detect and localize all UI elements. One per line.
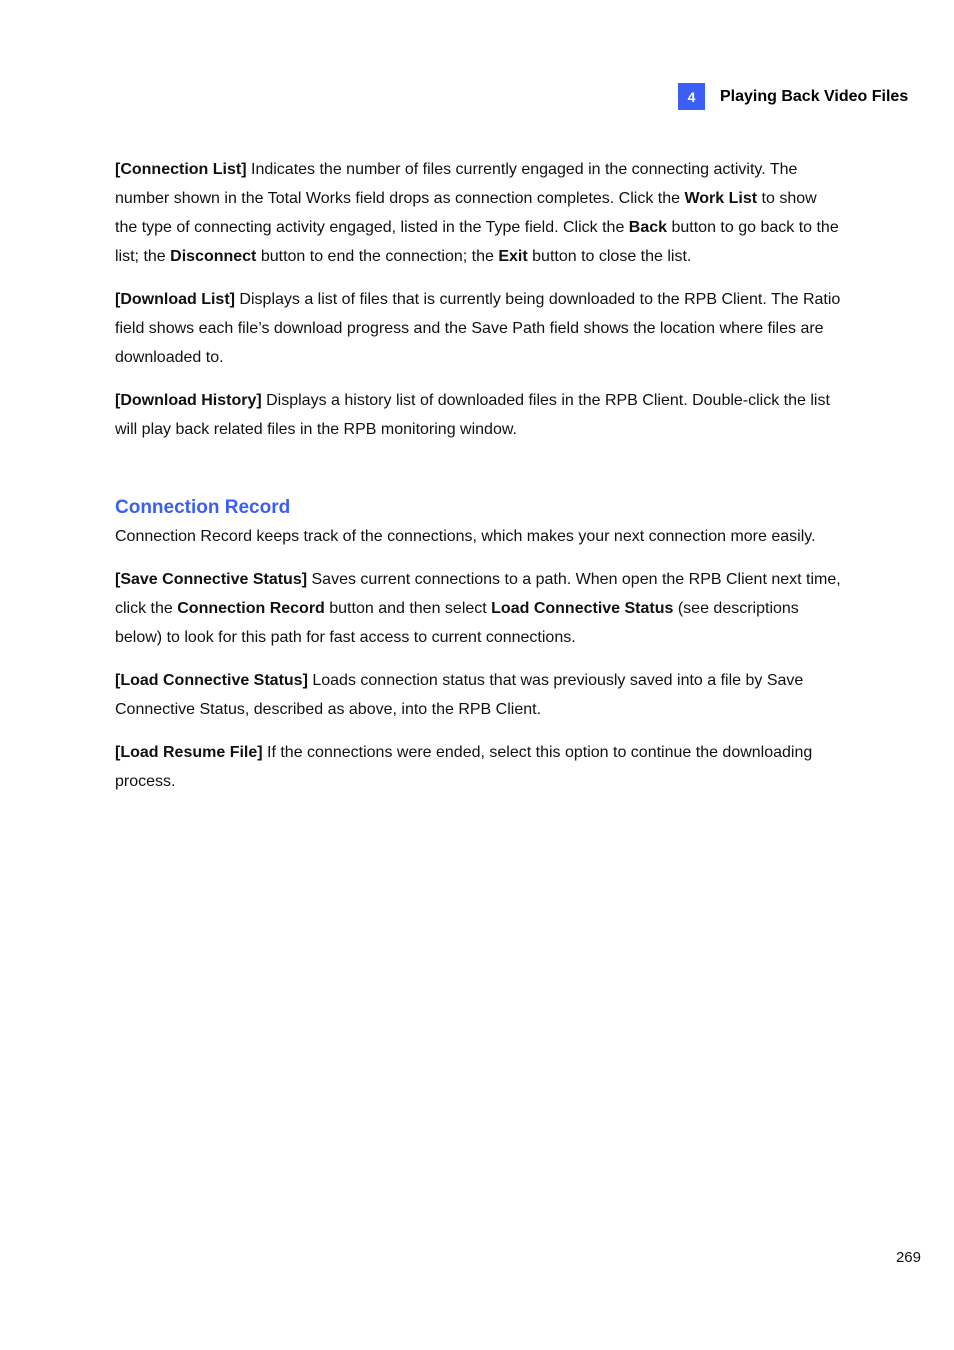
bold-work-list: Work List <box>684 190 758 207</box>
bold-back: Back <box>628 219 668 236</box>
bold-load-connective-status: Load Connective Status <box>491 600 674 617</box>
text: Displays a history list of downloaded files in the RPB Client. Double-click the list will play back related files in the RPB monitoring window. <box>115 392 830 438</box>
section-heading: Connection Record <box>115 497 291 518</box>
section-intro: Connection Record keeps track of the connections, which makes your next connection more easily. <box>115 528 816 545</box>
text: If the connections were ended, select this option to continue the downloading process. <box>115 744 813 790</box>
text: Saves current connections to a path. When open the RPB Client next time, click the <box>115 571 841 617</box>
text: Displays a list of files that is currently being downloaded to the RPB Client. The Ratio field shows each file’s download progress and the Save Path field shows the location where files are downloaded to. <box>115 291 841 366</box>
paragraph-download-list <box>115 285 841 372</box>
term-load-resume-file: [Load Resume File] <box>115 744 263 761</box>
chapter-header <box>678 83 908 110</box>
chapter-title: Playing Back Video Files <box>720 87 909 105</box>
bold-disconnect: Disconnect <box>170 248 257 265</box>
term-load-connective-status: [Load Connective Status] <box>115 672 308 689</box>
text: button to go back to the list; the <box>115 219 839 265</box>
term-connection-list: [Connection List] <box>115 161 247 178</box>
text: button to close the list. <box>527 248 692 265</box>
text: button and then select <box>324 600 492 617</box>
text: (see descriptions below) to look for this path for fast access to current connections. <box>115 600 799 646</box>
bold-connection-record: Connection Record <box>177 600 325 617</box>
text: Indicates the number of files currently engaged in the connecting activity. The number shown in the Total Works field drops as connection completes. Click the <box>115 161 798 207</box>
paragraph-download-history <box>115 386 841 444</box>
term-download-history: [Download History] <box>115 392 262 409</box>
text: Loads connection status that was previously saved into a file by Save Connective Status, described as above, into the RPB Client. <box>115 672 804 718</box>
text: to show the type of connecting activity engaged, listed in the Type field. Click the <box>115 190 817 236</box>
term-save-connective-status: [Save Connective Status] <box>115 571 308 588</box>
paragraph-load-connective-status <box>115 666 841 724</box>
page-number: 269 <box>895 1249 921 1266</box>
chapter-number-badge: 4 <box>678 83 705 110</box>
text: button to end the connection; the <box>256 248 499 265</box>
paragraph-save-connective-status <box>115 565 841 652</box>
page-content <box>115 155 841 810</box>
bold-exit: Exit <box>498 248 528 265</box>
paragraph-connection-list <box>115 155 841 271</box>
paragraph-load-resume-file <box>115 738 841 796</box>
term-download-list: [Download List] <box>115 291 235 308</box>
